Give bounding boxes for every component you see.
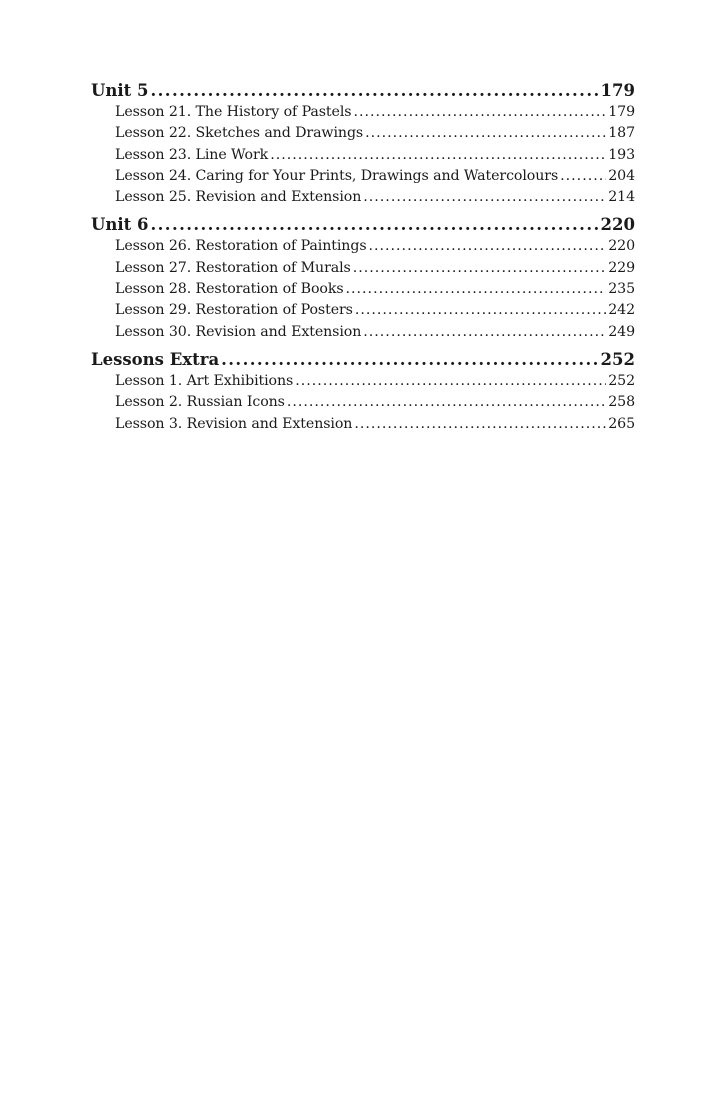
toc-unit-5	[91, 80, 635, 208]
dot-leader	[151, 214, 599, 236]
toc-lesson-entry[interactable]	[91, 187, 635, 208]
lesson-title: Lesson 3. Revision and Extension	[115, 415, 353, 432]
lesson-page-number: 258	[608, 394, 635, 411]
toc-lesson-entry[interactable]	[91, 300, 635, 321]
toc-unit-heading[interactable]	[91, 214, 635, 236]
dot-leader	[369, 236, 607, 257]
lesson-title: Lesson 21. The History of Pastels	[115, 104, 352, 120]
dot-leader	[295, 371, 606, 392]
lesson-page-number: 187	[608, 125, 635, 142]
lesson-title: Lesson 23. Line Work	[115, 146, 269, 163]
lesson-title: Lesson 24. Caring for Your Prints, Drawings and Watercolours	[115, 167, 559, 184]
toc-lesson-entry[interactable]	[91, 258, 635, 279]
lesson-title: Lesson 2. Russian Icons	[115, 394, 285, 411]
lesson-title: Lesson 22. Sketches and Drawings	[115, 125, 364, 142]
lesson-page-number: 235	[608, 281, 635, 298]
dot-leader	[270, 145, 606, 166]
dot-leader	[221, 349, 598, 371]
toc-lesson-entry[interactable]	[91, 236, 635, 257]
lesson-page-number: 249	[608, 323, 635, 340]
dot-leader	[287, 392, 606, 413]
toc-lesson-entry[interactable]	[91, 414, 635, 435]
dot-leader	[365, 123, 606, 144]
lesson-page-number: 193	[608, 146, 635, 163]
lesson-title: Lesson 25. Revision and Extension	[115, 189, 362, 206]
lesson-title: Lesson 1. Art Exhibitions	[115, 372, 294, 389]
lesson-title: Lesson 28. Restoration of Books	[115, 281, 344, 298]
toc-unit-heading[interactable]	[91, 349, 635, 371]
lesson-page-number: 220	[608, 238, 635, 255]
lesson-page-number: 214	[608, 189, 635, 206]
table-of-contents	[91, 80, 635, 441]
dot-leader	[353, 102, 606, 123]
unit-page-number: 220	[600, 215, 635, 235]
dot-leader	[560, 166, 606, 187]
toc-lesson-entry[interactable]	[91, 145, 635, 166]
unit-title: Unit 6	[91, 215, 149, 235]
toc-lesson-entry[interactable]	[91, 279, 635, 300]
toc-lesson-entry[interactable]	[91, 322, 635, 343]
lesson-title: Lesson 29. Restoration of Posters	[115, 302, 353, 319]
dot-leader	[354, 414, 606, 435]
lesson-title: Lesson 27. Restoration of Murals	[115, 259, 351, 276]
lesson-title: Lesson 30. Revision and Extension	[115, 323, 362, 340]
unit-title: Unit 5	[91, 81, 149, 100]
lesson-page-number: 229	[608, 259, 635, 276]
toc-lesson-entry[interactable]	[91, 371, 635, 392]
lesson-page-number: 204	[608, 167, 635, 184]
dot-leader	[346, 279, 607, 300]
lesson-page-number: 179	[608, 104, 635, 120]
lesson-page-number: 242	[608, 302, 635, 319]
toc-unit-6	[91, 214, 635, 342]
dot-leader	[355, 300, 606, 321]
toc-lesson-entry[interactable]	[91, 392, 635, 413]
toc-lesson-entry[interactable]	[91, 166, 635, 187]
dot-leader	[353, 258, 606, 279]
toc-lesson-entry[interactable]	[91, 102, 635, 123]
lesson-page-number: 252	[608, 372, 635, 389]
unit-page-number: 252	[600, 349, 635, 369]
toc-unit-heading[interactable]	[91, 80, 635, 102]
unit-page-number: 179	[600, 81, 635, 100]
unit-title: Lessons Extra	[91, 349, 220, 369]
dot-leader	[363, 322, 606, 343]
lesson-title: Lesson 26. Restoration of Paintings	[115, 238, 367, 255]
lesson-page-number: 265	[608, 415, 635, 432]
dot-leader	[363, 187, 606, 208]
dot-leader	[151, 80, 599, 102]
toc-lessons-extra	[91, 349, 635, 435]
toc-lesson-entry[interactable]	[91, 123, 635, 144]
